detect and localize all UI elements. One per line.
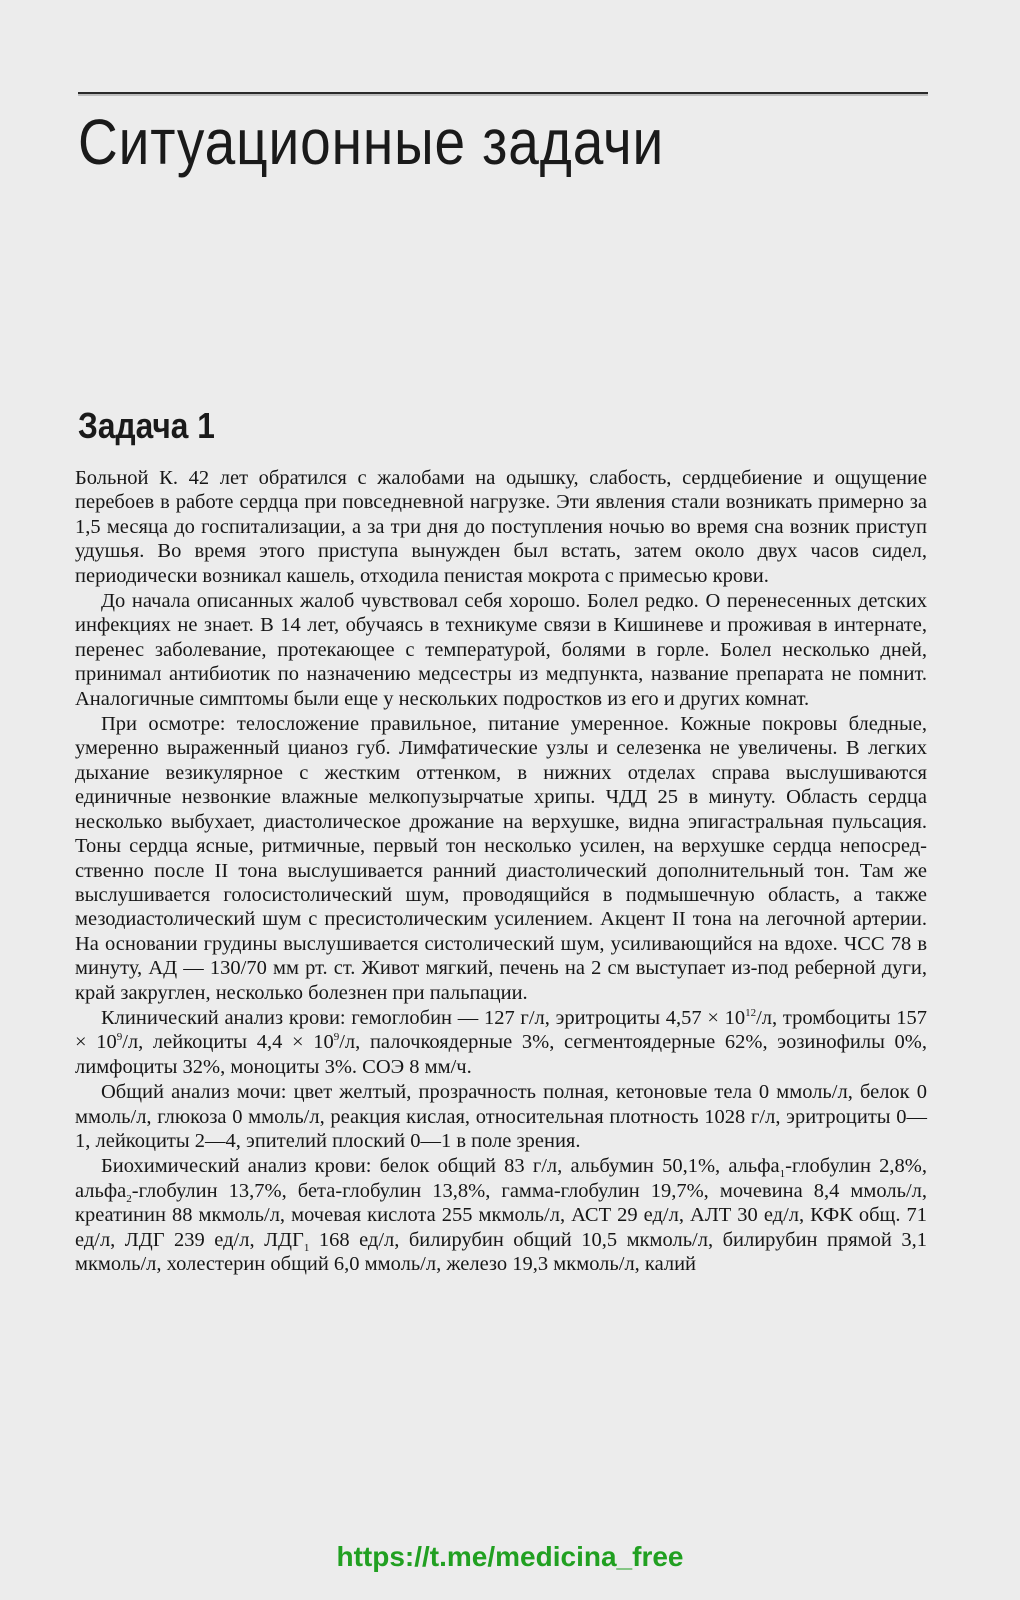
task-body [75, 466, 927, 1276]
exponent: 12 [745, 1007, 757, 1020]
biochemistry-text: 168 ед/л, билирубин общий 10,5 мкмоль/л, билирубин прямой 3,1 мкмоль/л, холестерин общий 6,0 ммоль/л, железо 19,3 мкмоль/л, калий [75, 1228, 927, 1275]
exponent: 9 [116, 1031, 123, 1044]
complaints-paragraph: Больной К. 42 лет обратился с жалобами на одышку, слабость, сердцебиение и ощущение перебоев в работе сердца при повседневной нагрузке. Эти явления стали возникать примерно за 1,5 месяца до госпитализации, а за три дня до поступления ночью во время сна возник приступ удушья. Во время этого приступа вынужден был встать, затем около двух часов сидел, периодически возникал кашель, отходила пенистая мокрота с примесью крови. [75, 467, 927, 587]
blood-test-text: /л, палочкоядерные 3%, сегментоядерные 62%, эозинофилы 0%, лимфоциты 32%, моноциты 3%. СОЭ 8 мм/ч. [75, 1031, 927, 1078]
biochemistry-text: -глобулин 13,7%, бета-глобулин 13,8%, гамма-глобулин 19,7%, мочевина 8,4 ммоль/л, креатинин 88 мкмоль/л, мочевая кислота 255 мкмоль/л, АСТ 29 ед/л, АЛТ 30 ед/л, КФК общ. 71 ед/л, ЛДГ 239 ед/л, ЛДГ [75, 1179, 927, 1251]
task-heading: Задача 1 [78, 405, 215, 446]
history-paragraph: До начала описанных жалоб чувствовал себя хорошо. Болел редко. О перенесенных детских инфекциях не знает. В 14 лет, обучаясь в техникуме связи в Кишиневе и проживая в интернате, перенес заболевание, протекающее с температурой, болями в горле. Болел несколько дней, принимал антибиотик по назначению медсестры из медпункта, название препарата не помнит. Аналогичные симптомы были еще у нескольких подростков из его и других комнат. [75, 590, 927, 710]
blood-test-paragraph [75, 1006, 927, 1079]
chapter-title: Ситуационные задачи [78, 106, 665, 178]
subscript: 2 [126, 1192, 132, 1205]
biochemistry-paragraph [75, 1154, 927, 1276]
exponent: 9 [333, 1031, 340, 1044]
examination-paragraph: При осмотре: телосложение правильное, питание умеренное. Кожные покровы бледные, умеренно выраженный цианоз губ. Лимфатические узлы и селезенка не увеличены. В легких дыхание везикулярное с жестким оттенком, в нижних отделах справа выслушиваются единичные незвонкие влажные мелкопузырчатые хрипы. ЧДД 25 в минуту. Область сердца несколько выбухает, диастолическое дрожание на верхушке, видна эпигастральная пульсация. Тоны сердца ясные, ритмичные, первый тон несколько усилен, на верхушке сердца непосредственно после II тона выслушивается ранний диастолический дополнительный тон. Там же выслушивается голосистолический шум, проводящийся в подмышечную область, а также мезодиастолический шум с пресистолическим усилением. Акцент II тона на легочной артерии. На основании грудины выслушивается систолический шум, усиливающийся на вдохе. ЧСС 78 в минуту, АД — 130/70 мм рт. ст. Живот мягкий, печень на 2 см выступает из-под реберной дуги, край закруглен, несколько болезнен при пальпации. [75, 713, 927, 1004]
blood-test-text: /л, лейкоциты 4,4 × 10 [122, 1031, 334, 1054]
blood-test-text: Клинический анализ крови: гемоглобин — 127 г/л, эритроциты 4,57 × 10 [101, 1006, 746, 1029]
blood-test-text: /л, тромбоциты 157 × 10 [75, 1006, 927, 1054]
biochemistry-text: Биохимический анализ крови: белок общий 83 г/л, альбумин 50,1%, альфа [101, 1155, 780, 1178]
biochemistry-text: -глобулин 2,8%, альфа [75, 1155, 927, 1202]
telegram-link[interactable]: https://t.me/medicina_free [336, 1541, 684, 1572]
header-rule [78, 92, 928, 94]
urine-test-paragraph: Общий анализ мочи: цвет желтый, прозрачность полная, кетоновые тела 0 ммоль/л, белок 0 ммоль/л, глюкоза 0 ммоль/л, реакция кислая, относительная плотность 1028 г/л, эритроциты 0—1, лейкоциты 2—4, эпителий плоский 0—1 в поле зрения. [75, 1081, 927, 1152]
subscript: 1 [303, 1241, 310, 1254]
subscript: 1 [779, 1168, 786, 1181]
